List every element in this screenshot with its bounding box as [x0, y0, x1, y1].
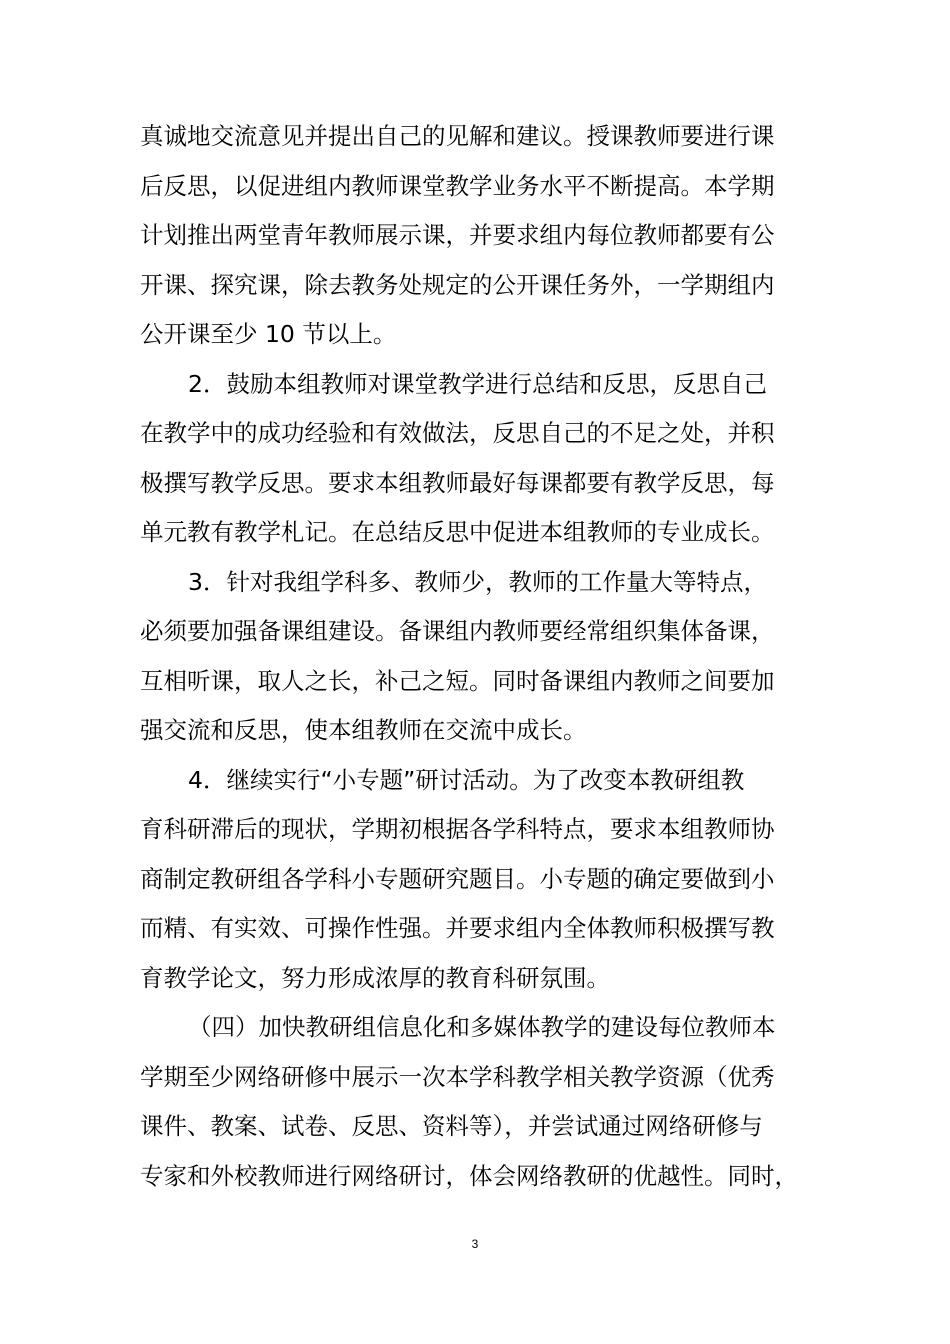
- text-line: 公开课至少 10 节以上。: [140, 320, 397, 348]
- text-line: 计划推出两堂青年教师展示课，并要求组内每位教师都要有公: [140, 221, 775, 249]
- text-line: 单元教有教学札记。在总结反思中促进本组教师的专业成长。: [140, 518, 775, 546]
- text-line: 专家和外校教师进行网络研讨，体会网络教研的优越性。同时，: [140, 1161, 798, 1190]
- text-line: 开课、探究课，除去教务处规定的公开课任务外，一学期组内: [140, 270, 775, 299]
- text-line: 而精、有实效、可操作性强。并要求组内全体教师积极撰写教: [140, 914, 775, 942]
- text-line: 在教学中的成功经验和有效做法，反思自己的不足之处，并积: [140, 419, 775, 447]
- text-line: 学期至少网络研修中展示一次本学科教学相关教学资源（优秀: [140, 1062, 775, 1091]
- text-line: 真诚地交流意见并提出自己的见解和建议。授课教师要进行课: [140, 122, 775, 150]
- text-line: 育科研滞后的现状，学期初根据各学科特点，要求本组教师协: [140, 815, 775, 843]
- text-line: 强交流和反思，使本组教师在交流中成长。: [140, 716, 587, 744]
- section-4-first-line: （四）加快教研组信息化和多媒体教学的建设每位教师本: [188, 1013, 776, 1041]
- body-text: [140, 112, 820, 1201]
- text-line: 后反思，以促进组内教师课堂教学业务水平不断提高。本学期: [140, 171, 775, 200]
- text-line: 必须要加强备课组建设。备课组内教师要经常组织集体备课，: [140, 617, 775, 645]
- text-line: 课件、教案、试卷、反思、资料等），并尝试通过网络研修与: [140, 1112, 763, 1140]
- text-line: 育教学论文，努力形成浓厚的教育科研氛围。: [140, 963, 610, 992]
- paragraph-4-first-line: 4．继续实行“小专题”研讨活动。为了改变本教研组教: [188, 765, 745, 794]
- text-line: 极撰写教学反思。要求本组教师最好每课都要有教学反思，每: [140, 468, 775, 497]
- page-number: 3: [471, 1237, 479, 1251]
- text-line: 互相听课，取人之长，补己之短。同时备课组内教师之间要加: [140, 666, 775, 695]
- paragraph-2-first-line: 2．鼓励本组教师对课堂教学进行总结和反思，反思自己: [188, 369, 767, 398]
- paragraph-3-first-line: 3．针对我组学科多、教师少，教师的工作量大等特点，: [188, 567, 767, 596]
- text-line: 商制定教研组各学科小专题研究题目。小专题的确定要做到小: [140, 864, 775, 893]
